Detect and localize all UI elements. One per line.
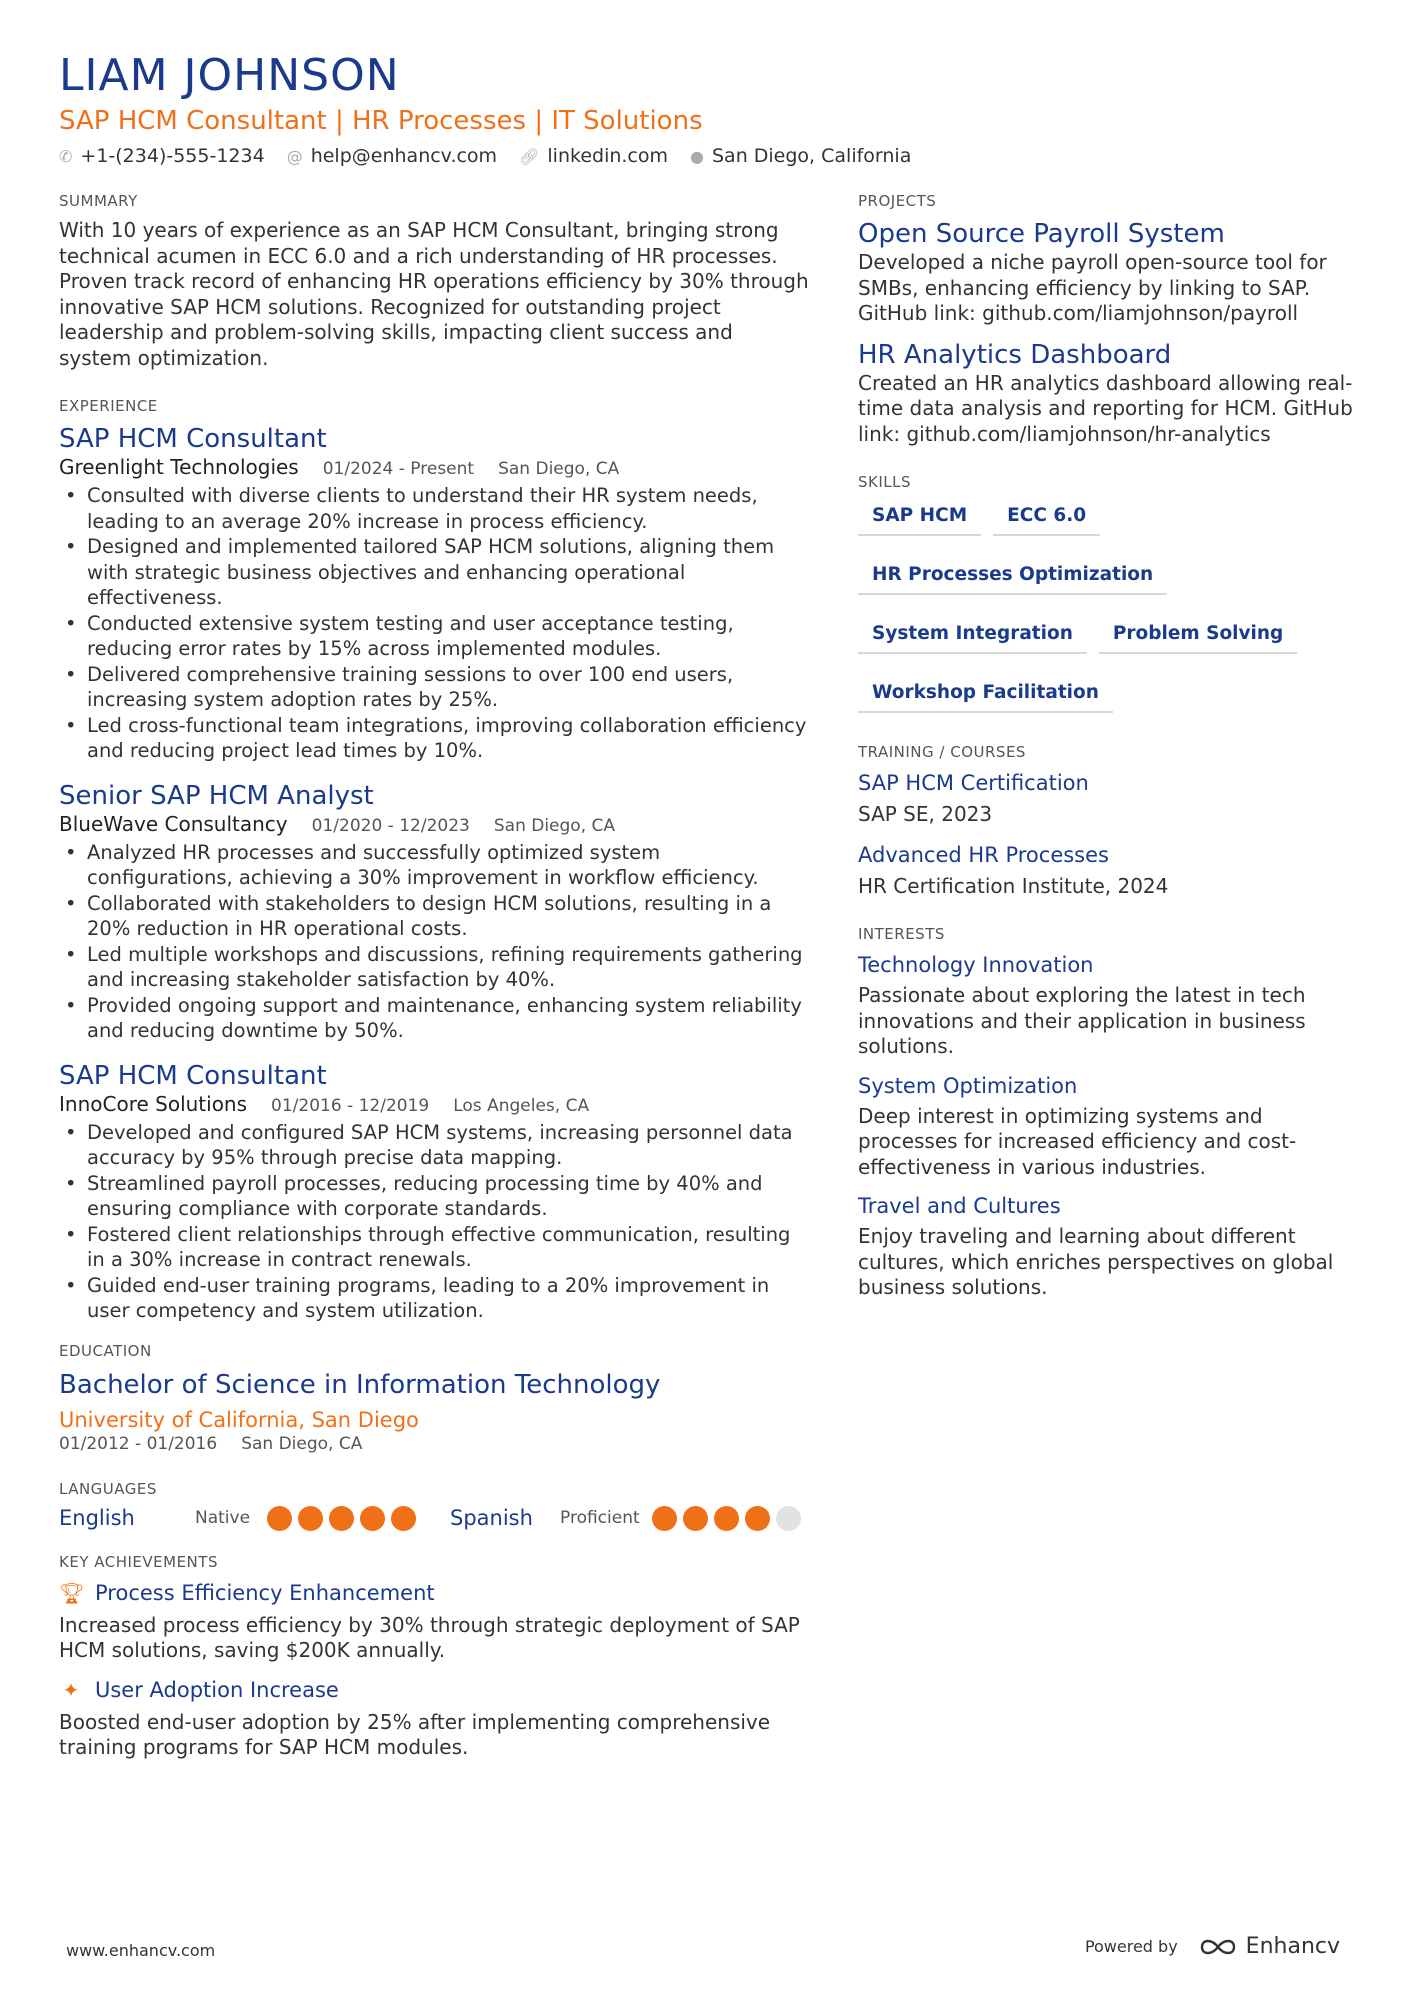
language-name: Spanish xyxy=(450,1506,533,1530)
training-item xyxy=(858,841,1358,899)
job-meta xyxy=(59,812,809,836)
candidate-headline: SAP HCM Consultant | HR Processes | IT Solutions xyxy=(59,106,703,136)
project-text: Created an HR analytics dashboard allowing real-time data analysis and reporting for HCM. GitHub link: github.com/liamjohnson/hr-analytics xyxy=(858,370,1353,446)
interest-text: Passionate about exploring the latest in tech innovations and their application in business solutions. xyxy=(858,983,1306,1058)
achievement-title: Process Efficiency Enhancement xyxy=(95,1580,435,1605)
job-bullet: • Designed and implemented tailored SAP HCM solutions, aligning them with strategic business objectives and enhancing operational effectiveness. xyxy=(59,534,809,611)
achievements-section xyxy=(59,1553,809,1761)
rating-dot xyxy=(745,1506,770,1531)
job-company: InnoCore Solutions xyxy=(59,1091,248,1116)
education-title: EDUCATION xyxy=(59,1341,152,1360)
training-provider: SAP SE, 2023 xyxy=(858,802,993,826)
languages-section xyxy=(59,1480,809,1531)
language-name: English xyxy=(59,1506,135,1530)
languages-title: LANGUAGES xyxy=(59,1479,157,1498)
contact-bar xyxy=(59,145,911,167)
project-text: Developed a niche payroll open-source tool for SMBs, enhancing efficiency by linking to SAP. GitHub link: github.com/liamjohnson/payroll xyxy=(858,250,1327,325)
candidate-name: LIAM JOHNSON xyxy=(59,50,400,101)
training-provider: HR Certification Institute, 2024 xyxy=(858,874,1169,898)
job-bullets xyxy=(59,840,809,1044)
job-title: SAP HCM Consultant xyxy=(59,424,327,454)
contact-linkedin[interactable] xyxy=(519,145,668,167)
achievement-item xyxy=(59,1676,809,1761)
achievement-header xyxy=(59,1676,809,1704)
achievements-title: KEY ACHIEVEMENTS xyxy=(59,1552,218,1571)
email-text[interactable]: help@enhancv.com xyxy=(310,145,498,167)
achievement-header xyxy=(59,1579,809,1607)
linkedin-text[interactable]: linkedin.com xyxy=(547,145,669,167)
brand-name: Enhancv xyxy=(1245,1934,1340,1959)
achievement-text: Increased process efficiency by 30% through strategic deployment of SAP HCM solutions, saving $200K annually. xyxy=(59,1612,800,1662)
interests-title: INTERESTS xyxy=(858,925,945,943)
summary-section xyxy=(59,192,809,371)
achievement-title: User Adoption Increase xyxy=(95,1677,339,1702)
interest-title: Technology Innovation xyxy=(858,953,1094,977)
rating-dot xyxy=(267,1506,292,1531)
rating-dot xyxy=(329,1506,354,1531)
job-bullets xyxy=(59,483,809,764)
job-bullet: • Provided ongoing support and maintenance, enhancing system reliability and reducing downtime by 50%. xyxy=(59,993,809,1044)
skills-section xyxy=(858,473,1358,713)
skills-title: SKILLS xyxy=(858,473,912,491)
language-item xyxy=(59,1506,416,1531)
job-bullet: • Guided end-user training programs, leading to a 20% improvement in user competency and system utilization. xyxy=(59,1273,809,1324)
interest-item xyxy=(858,1192,1358,1301)
job-bullet: • Conducted extensive system testing and user acceptance testing, reducing error rates by 15% across implemented modules. xyxy=(59,611,809,662)
job-dates: 01/2016 - 12/2019 xyxy=(271,1095,430,1116)
training-course: Advanced HR Processes xyxy=(858,843,1109,867)
phone-text: +1-(234)-555-1234 xyxy=(80,145,265,167)
job-bullet: • Led cross-functional team integrations, improving collaboration efficiency and reducing project lead times by 10%. xyxy=(59,713,809,764)
job-entry xyxy=(59,1060,809,1324)
education-meta xyxy=(59,1434,809,1454)
skill-chip: SAP HCM xyxy=(858,499,981,536)
language-item xyxy=(450,1506,801,1531)
right-column xyxy=(858,192,1358,1301)
rating-dot xyxy=(776,1506,801,1531)
education-dates: 01/2012 - 01/2016 xyxy=(59,1433,218,1454)
education-school: University of California, San Diego xyxy=(59,1407,419,1432)
language-level: Native xyxy=(195,1508,251,1528)
footer-website[interactable]: www.enhancv.com xyxy=(66,1941,216,1960)
language-rating xyxy=(267,1506,416,1531)
skills-list xyxy=(858,499,1358,713)
job-title: SAP HCM Consultant xyxy=(59,1060,327,1091)
education-section xyxy=(59,1342,809,1454)
job-entry xyxy=(59,780,809,1044)
trophy-icon: 🏆︎ xyxy=(59,1580,85,1605)
contact-phone xyxy=(59,145,265,167)
job-bullet: • Analyzed HR processes and successfully optimized system configurations, achieving a 30% improvement in workflow efficiency. xyxy=(59,840,809,891)
job-bullet: • Collaborated with stakeholders to design HCM solutions, resulting in a 20% reduction in HR operational costs. xyxy=(59,891,809,942)
magic-wand-icon: ✦ xyxy=(62,1677,80,1702)
job-location: San Diego, CA xyxy=(493,815,616,836)
experience-section xyxy=(59,397,809,1324)
interest-item xyxy=(858,951,1358,1060)
projects-section xyxy=(858,192,1358,447)
skill-chip: Workshop Facilitation xyxy=(858,676,1113,713)
skill-chip: ECC 6.0 xyxy=(993,499,1100,536)
interest-title: Travel and Cultures xyxy=(858,1194,1061,1218)
footer-branding xyxy=(1085,1934,1340,1959)
project-title: Open Source Payroll System xyxy=(858,219,1225,249)
interest-item xyxy=(858,1072,1358,1181)
powered-by-label: Powered by xyxy=(1084,1937,1178,1956)
language-rating xyxy=(652,1506,801,1531)
job-dates: 01/2020 - 12/2023 xyxy=(311,815,470,836)
location-text: San Diego, California xyxy=(711,145,912,167)
language-level: Proficient xyxy=(560,1508,640,1528)
training-title: TRAINING / COURSES xyxy=(858,743,1026,761)
enhancv-logo-icon xyxy=(1198,1936,1238,1958)
rating-dot xyxy=(652,1506,677,1531)
rating-dot xyxy=(683,1506,708,1531)
interest-text: Enjoy traveling and learning about different cultures, which enriches perspectives on global business solutions. xyxy=(858,1224,1334,1299)
link-icon: 🔗︎ xyxy=(519,146,540,166)
interest-title: System Optimization xyxy=(858,1073,1078,1098)
job-entry xyxy=(59,423,809,764)
interest-text: Deep interest in optimizing systems and processes for increased efficiency and cost-effectiveness in various industries. xyxy=(858,1103,1297,1179)
phone-icon: ✆ xyxy=(59,146,73,166)
interests-section xyxy=(858,925,1358,1301)
left-column xyxy=(59,192,809,1761)
projects-title: PROJECTS xyxy=(858,192,937,210)
achievement-item xyxy=(59,1579,809,1664)
job-bullet: • Fostered client relationships through effective communication, resulting in a 30% increase in contract renewals. xyxy=(59,1222,809,1273)
contact-location xyxy=(690,145,911,167)
experience-title: EXPERIENCE xyxy=(59,397,158,415)
job-bullet: • Developed and configured SAP HCM systems, increasing personnel data accuracy by 95% through precise data mapping. xyxy=(59,1120,809,1171)
achievement-text: Boosted end-user adoption by 25% after implementing comprehensive training programs for SAP HCM modules. xyxy=(59,1709,771,1759)
job-location: San Diego, CA xyxy=(498,459,620,479)
job-location: Los Angeles, CA xyxy=(453,1095,590,1116)
at-icon: @ xyxy=(286,146,303,166)
training-section xyxy=(858,743,1358,899)
project-item xyxy=(858,339,1358,448)
skill-chip: System Integration xyxy=(858,617,1087,654)
location-pin-icon: ● xyxy=(690,146,704,166)
contact-email[interactable] xyxy=(287,145,497,167)
training-course: SAP HCM Certification xyxy=(858,771,1089,795)
summary-text: With 10 years of experience as an SAP HCM Consultant, bringing strong technical acumen in ECC 6.0 and a rich understanding of HR processes. Proven track record of enhancing HR operations efficiency by 30% through innovative SAP HCM solutions. Recognized for outstanding project leadership and problem-solving skills, impacting client success and system optimization. xyxy=(59,218,809,370)
job-company: BlueWave Consultancy xyxy=(59,811,288,836)
education-degree: Bachelor of Science in Information Technology xyxy=(59,1369,661,1400)
rating-dot xyxy=(298,1506,323,1531)
rating-dot xyxy=(391,1506,416,1531)
rating-dot xyxy=(360,1506,385,1531)
job-bullet: • Streamlined payroll processes, reducing processing time by 40% and ensuring compliance with corporate standards. xyxy=(59,1171,809,1222)
training-item xyxy=(858,769,1358,827)
brand-logo[interactable] xyxy=(1198,1934,1340,1959)
languages-list xyxy=(59,1506,809,1531)
job-bullets xyxy=(59,1120,809,1324)
job-meta xyxy=(59,455,809,479)
project-title: HR Analytics Dashboard xyxy=(858,339,1172,370)
job-title: Senior SAP HCM Analyst xyxy=(59,780,374,811)
rating-dot xyxy=(714,1506,739,1531)
job-bullet: • Delivered comprehensive training sessions to over 100 end users, increasing system adoption rates by 25%. xyxy=(59,662,809,713)
job-dates: 01/2024 - Present xyxy=(322,459,475,479)
skill-chip: Problem Solving xyxy=(1099,617,1297,654)
job-bullet: • Led multiple workshops and discussions, refining requirements gathering and increasing stakeholder satisfaction by 40%. xyxy=(59,942,809,993)
job-meta xyxy=(59,1092,809,1116)
summary-title: SUMMARY xyxy=(59,192,138,210)
skill-chip: HR Processes Optimization xyxy=(858,558,1167,595)
education-location: San Diego, CA xyxy=(241,1433,363,1454)
job-bullet: • Consulted with diverse clients to understand their HR system needs, leading to an average 20% increase in process efficiency. xyxy=(59,483,809,534)
job-company: Greenlight Technologies xyxy=(59,455,299,479)
project-item xyxy=(858,218,1358,327)
